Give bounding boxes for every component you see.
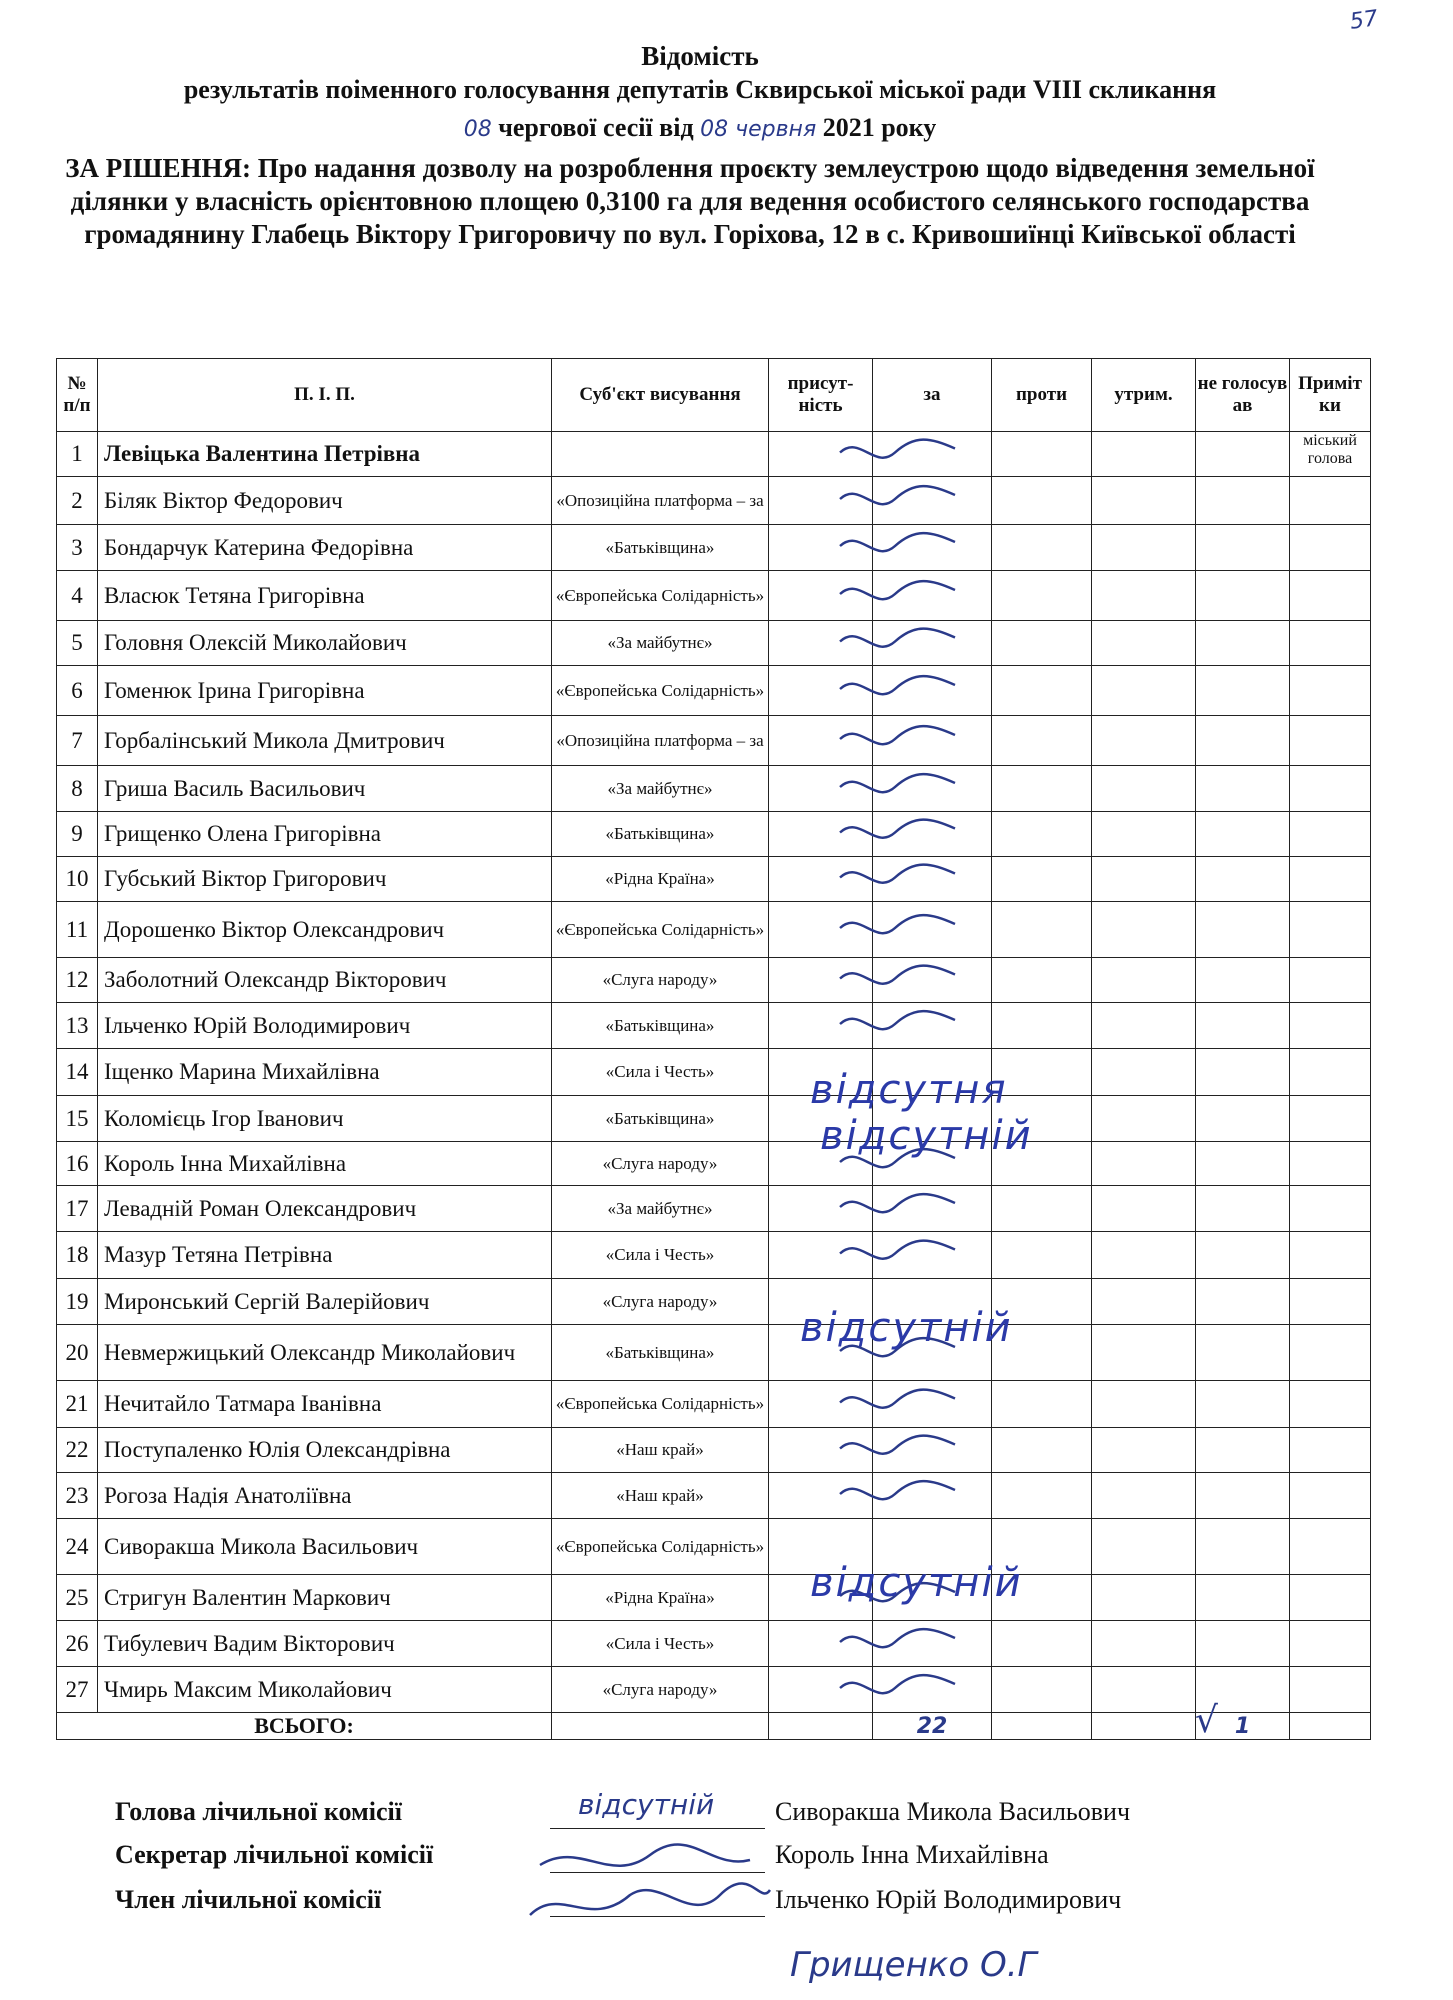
table-row bbox=[57, 1667, 1371, 1713]
row-name: Іщенко Марина Михайлівна bbox=[98, 1049, 552, 1096]
row-against bbox=[992, 766, 1092, 812]
col-num: № п/п bbox=[57, 359, 98, 432]
row-against bbox=[992, 525, 1092, 571]
table-row bbox=[57, 766, 1371, 812]
row-not-voted bbox=[1196, 1473, 1290, 1519]
secretary-member-signatures bbox=[520, 1835, 780, 1945]
secretary-name: Король Інна Михайлівна bbox=[775, 1840, 1049, 1869]
row-abstain bbox=[1092, 902, 1196, 958]
vote-signature bbox=[835, 1466, 965, 1522]
row-note bbox=[1290, 766, 1371, 812]
col-not-voted: не голосув ав bbox=[1196, 359, 1290, 432]
row-name: Грищенко Олена Григорівна bbox=[98, 812, 552, 857]
row-name: Поступаленко Юлія Олександрівна bbox=[98, 1428, 552, 1473]
table-row bbox=[57, 958, 1371, 1003]
row-abstain bbox=[1092, 1621, 1196, 1667]
row-abstain bbox=[1092, 1232, 1196, 1279]
row-abstain bbox=[1092, 857, 1196, 902]
row-abstain bbox=[1092, 1003, 1196, 1049]
table-row bbox=[57, 1473, 1371, 1519]
row-abstain bbox=[1092, 1473, 1196, 1519]
row-name: Тибулевич Вадим Вікторович bbox=[98, 1621, 552, 1667]
row-against bbox=[992, 958, 1092, 1003]
decision-text: ЗА РІШЕННЯ: Про надання дозволу на розроблення проєкту землеустрою щодо відведення земельної ділянки у власність орієнтовною площею 0,3100 га для ведення особистого селянського господарства громадянину Глабець Віктору Григоровичу по вул. Горіхова, 12 в с. Кривошиїнці Київської області bbox=[65, 153, 1315, 249]
row-not-voted bbox=[1196, 1186, 1290, 1232]
row-party bbox=[552, 432, 769, 477]
row-note bbox=[1290, 812, 1371, 857]
row-name: Головня Олексій Миколайович bbox=[98, 621, 552, 666]
absent-mark: відсутній bbox=[820, 1113, 1033, 1159]
row-abstain bbox=[1092, 666, 1196, 716]
row-note bbox=[1290, 477, 1371, 525]
row-against bbox=[992, 1428, 1092, 1473]
row-abstain bbox=[1092, 1575, 1196, 1621]
row-not-voted bbox=[1196, 621, 1290, 666]
row-party: «Слуга народу» bbox=[552, 1279, 769, 1325]
row-not-voted bbox=[1196, 812, 1290, 857]
session-line bbox=[20, 112, 1380, 146]
row-against bbox=[992, 812, 1092, 857]
row-party: «Батьківщина» bbox=[552, 525, 769, 571]
row-party: «Батьківщина» bbox=[552, 1325, 769, 1381]
row-party: «Опозиційна платформа – за bbox=[552, 477, 769, 525]
row-number: 1 bbox=[57, 432, 98, 477]
row-number: 18 bbox=[57, 1232, 98, 1279]
row-party: «Європейська Солідарність» bbox=[552, 571, 769, 621]
row-note bbox=[1290, 525, 1371, 571]
row-name: Гриша Василь Васильович bbox=[98, 766, 552, 812]
row-number: 10 bbox=[57, 857, 98, 902]
row-not-voted bbox=[1196, 1142, 1290, 1186]
table-row bbox=[57, 621, 1371, 666]
row-abstain bbox=[1092, 1428, 1196, 1473]
row-against bbox=[992, 716, 1092, 766]
table-row bbox=[57, 716, 1371, 766]
row-number: 24 bbox=[57, 1519, 98, 1575]
row-not-voted bbox=[1196, 571, 1290, 621]
checkmark-icon: √ bbox=[1195, 1700, 1218, 1741]
row-party: «Європейська Солідарність» bbox=[552, 1519, 769, 1575]
chair-label: Голова лічильної комісії bbox=[115, 1797, 402, 1826]
row-not-voted bbox=[1196, 1325, 1290, 1381]
row-party: «Сила і Честь» bbox=[552, 1049, 769, 1096]
member-label: Член лічильної комісії bbox=[115, 1885, 382, 1914]
row-name: Губський Віктор Григорович bbox=[98, 857, 552, 902]
row-name: Невмержицький Олександр Миколайович bbox=[98, 1325, 552, 1381]
row-name: Гоменюк Ірина Григорівна bbox=[98, 666, 552, 716]
row-not-voted bbox=[1196, 1096, 1290, 1142]
row-against bbox=[992, 1381, 1092, 1428]
row-abstain bbox=[1092, 621, 1196, 666]
table-row bbox=[57, 1142, 1371, 1186]
row-name: Горбалінський Микола Дмитрович bbox=[98, 716, 552, 766]
col-abstain: утрим. bbox=[1092, 359, 1196, 432]
row-against bbox=[992, 902, 1092, 958]
row-party: «Рідна Країна» bbox=[552, 857, 769, 902]
row-against bbox=[992, 666, 1092, 716]
row-abstain bbox=[1092, 1667, 1196, 1713]
row-number: 5 bbox=[57, 621, 98, 666]
row-note bbox=[1290, 1096, 1371, 1142]
row-name: Стригун Валентин Маркович bbox=[98, 1575, 552, 1621]
row-party: «За майбутнє» bbox=[552, 1186, 769, 1232]
secretary-label: Секретар лічильної комісії bbox=[115, 1840, 434, 1869]
row-name: Мазур Тетяна Петрівна bbox=[98, 1232, 552, 1279]
row-against bbox=[992, 432, 1092, 477]
row-party: «Слуга народу» bbox=[552, 958, 769, 1003]
row-against bbox=[992, 1621, 1092, 1667]
session-line-mid: чергової сесії від bbox=[498, 113, 694, 142]
vote-table bbox=[56, 358, 1371, 1740]
row-note bbox=[1290, 1519, 1371, 1575]
table-row bbox=[57, 857, 1371, 902]
row-party: «Європейська Солідарність» bbox=[552, 902, 769, 958]
row-party: «Слуга народу» bbox=[552, 1667, 769, 1713]
row-party: «Сила і Честь» bbox=[552, 1232, 769, 1279]
row-note bbox=[1290, 1186, 1371, 1232]
total-party bbox=[552, 1713, 769, 1740]
row-abstain bbox=[1092, 766, 1196, 812]
col-name: П. І. П. bbox=[98, 359, 552, 432]
row-abstain bbox=[1092, 958, 1196, 1003]
row-abstain bbox=[1092, 1325, 1196, 1381]
row-name: Бондарчук Катерина Федорівна bbox=[98, 525, 552, 571]
table-row bbox=[57, 1381, 1371, 1428]
row-note: міський голова bbox=[1290, 432, 1371, 477]
table-row bbox=[57, 1325, 1371, 1381]
row-not-voted bbox=[1196, 1575, 1290, 1621]
session-date: 08 червня bbox=[700, 117, 817, 142]
row-note bbox=[1290, 1575, 1371, 1621]
row-party: «Сила і Честь» bbox=[552, 1621, 769, 1667]
table-row bbox=[57, 812, 1371, 857]
row-not-voted bbox=[1196, 958, 1290, 1003]
row-name: Левіцька Валентина Петрівна bbox=[98, 432, 552, 477]
row-name: Ільченко Юрій Володимирович bbox=[98, 1003, 552, 1049]
row-party: «Рідна Країна» bbox=[552, 1575, 769, 1621]
table-row bbox=[57, 432, 1371, 477]
row-not-voted bbox=[1196, 1232, 1290, 1279]
row-not-voted bbox=[1196, 1519, 1290, 1575]
row-not-voted bbox=[1196, 432, 1290, 477]
row-note bbox=[1290, 902, 1371, 958]
row-abstain bbox=[1092, 477, 1196, 525]
row-note bbox=[1290, 857, 1371, 902]
row-party: «Наш край» bbox=[552, 1428, 769, 1473]
row-number: 3 bbox=[57, 525, 98, 571]
table-row bbox=[57, 1232, 1371, 1279]
total-for: 22 bbox=[873, 1713, 992, 1740]
row-against bbox=[992, 571, 1092, 621]
total-note bbox=[1290, 1713, 1371, 1740]
chair-signature: відсутній bbox=[578, 1788, 715, 1821]
row-number: 25 bbox=[57, 1575, 98, 1621]
row-name: Миронський Сергій Валерійович bbox=[98, 1279, 552, 1325]
table-row bbox=[57, 571, 1371, 621]
table-row bbox=[57, 1186, 1371, 1232]
row-number: 9 bbox=[57, 812, 98, 857]
row-party: «За майбутнє» bbox=[552, 766, 769, 812]
table-row bbox=[57, 666, 1371, 716]
row-note bbox=[1290, 1142, 1371, 1186]
row-against bbox=[992, 1186, 1092, 1232]
row-party: «Батьківщина» bbox=[552, 1096, 769, 1142]
row-name: Нечитайло Татмара Іванівна bbox=[98, 1381, 552, 1428]
row-note bbox=[1290, 1381, 1371, 1428]
document-title: Відомість bbox=[641, 41, 759, 71]
row-note bbox=[1290, 1325, 1371, 1381]
row-not-voted bbox=[1196, 1428, 1290, 1473]
row-not-voted bbox=[1196, 1003, 1290, 1049]
absent-mark: відсутня bbox=[810, 1067, 1008, 1113]
row-abstain bbox=[1092, 1381, 1196, 1428]
absent-mark: відсутній bbox=[800, 1305, 1013, 1351]
row-abstain bbox=[1092, 571, 1196, 621]
row-note bbox=[1290, 1667, 1371, 1713]
row-note bbox=[1290, 958, 1371, 1003]
row-note bbox=[1290, 666, 1371, 716]
row-number: 16 bbox=[57, 1142, 98, 1186]
row-number: 2 bbox=[57, 477, 98, 525]
row-note bbox=[1290, 1279, 1371, 1325]
row-not-voted bbox=[1196, 902, 1290, 958]
row-abstain bbox=[1092, 525, 1196, 571]
row-name: Біляк Віктор Федорович bbox=[98, 477, 552, 525]
row-number: 14 bbox=[57, 1049, 98, 1096]
total-row bbox=[57, 1713, 1371, 1740]
row-number: 4 bbox=[57, 571, 98, 621]
absent-mark: відсутній bbox=[810, 1560, 1023, 1606]
member-name: Ільченко Юрій Володимирович bbox=[775, 1885, 1122, 1914]
row-number: 12 bbox=[57, 958, 98, 1003]
row-against bbox=[992, 621, 1092, 666]
row-against bbox=[992, 857, 1092, 902]
row-not-voted bbox=[1196, 477, 1290, 525]
row-number: 22 bbox=[57, 1428, 98, 1473]
row-against bbox=[992, 1667, 1092, 1713]
table-row bbox=[57, 1096, 1371, 1142]
row-number: 11 bbox=[57, 902, 98, 958]
row-against bbox=[992, 1232, 1092, 1279]
row-party: «Опозиційна платформа – за bbox=[552, 716, 769, 766]
row-party: «Європейська Солідарність» bbox=[552, 666, 769, 716]
table-row bbox=[57, 1049, 1371, 1096]
row-party: «Слуга народу» bbox=[552, 1142, 769, 1186]
row-abstain bbox=[1092, 1186, 1196, 1232]
row-not-voted bbox=[1196, 1621, 1290, 1667]
table-row bbox=[57, 1575, 1371, 1621]
row-name: Коломієць Ігор Іванович bbox=[98, 1096, 552, 1142]
row-abstain bbox=[1092, 1142, 1196, 1186]
row-note bbox=[1290, 716, 1371, 766]
table-row bbox=[57, 1621, 1371, 1667]
table-row bbox=[57, 1003, 1371, 1049]
row-name: Чмирь Максим Миколайович bbox=[98, 1667, 552, 1713]
row-number: 26 bbox=[57, 1621, 98, 1667]
row-abstain bbox=[1092, 1096, 1196, 1142]
total-not-voted: 1 bbox=[1196, 1713, 1290, 1740]
row-name: Дорошенко Віктор Олександрович bbox=[98, 902, 552, 958]
row-number: 13 bbox=[57, 1003, 98, 1049]
row-party: «За майбутнє» bbox=[552, 621, 769, 666]
row-abstain bbox=[1092, 716, 1196, 766]
row-party: «Європейська Солідарність» bbox=[552, 1381, 769, 1428]
row-not-voted bbox=[1196, 1049, 1290, 1096]
col-against: проти bbox=[992, 359, 1092, 432]
row-number: 8 bbox=[57, 766, 98, 812]
row-name: Власюк Тетяна Григорівна bbox=[98, 571, 552, 621]
total-present bbox=[769, 1713, 873, 1740]
row-not-voted bbox=[1196, 666, 1290, 716]
row-name: Рогоза Надія Анатоліївна bbox=[98, 1473, 552, 1519]
row-number: 15 bbox=[57, 1096, 98, 1142]
row-name: Заболотний Олександр Вікторович bbox=[98, 958, 552, 1003]
row-not-voted bbox=[1196, 716, 1290, 766]
vote-signature bbox=[835, 1660, 965, 1716]
row-name: Левадній Роман Олександрович bbox=[98, 1186, 552, 1232]
row-party: «Наш край» bbox=[552, 1473, 769, 1519]
row-number: 23 bbox=[57, 1473, 98, 1519]
session-number: 08 bbox=[463, 117, 492, 142]
row-number: 21 bbox=[57, 1381, 98, 1428]
col-for: за bbox=[873, 359, 992, 432]
row-note bbox=[1290, 621, 1371, 666]
row-note bbox=[1290, 1232, 1371, 1279]
row-note bbox=[1290, 1473, 1371, 1519]
vote-signature bbox=[835, 996, 965, 1052]
row-abstain bbox=[1092, 1279, 1196, 1325]
row-number: 17 bbox=[57, 1186, 98, 1232]
row-against bbox=[992, 1003, 1092, 1049]
row-party: «Батьківщина» bbox=[552, 1003, 769, 1049]
row-not-voted bbox=[1196, 525, 1290, 571]
table-header-row bbox=[57, 359, 1371, 432]
row-abstain bbox=[1092, 432, 1196, 477]
row-number: 19 bbox=[57, 1279, 98, 1325]
table-row bbox=[57, 1428, 1371, 1473]
row-note bbox=[1290, 1428, 1371, 1473]
row-name: Король Інна Михайлівна bbox=[98, 1142, 552, 1186]
row-note bbox=[1290, 1621, 1371, 1667]
row-abstain bbox=[1092, 1519, 1196, 1575]
row-name: Сиворакша Микола Васильович bbox=[98, 1519, 552, 1575]
chair-name: Сиворакша Микола Васильович bbox=[775, 1797, 1131, 1826]
table-row bbox=[57, 477, 1371, 525]
row-not-voted bbox=[1196, 1381, 1290, 1428]
chair-sign-line bbox=[550, 1828, 765, 1829]
row-against bbox=[992, 477, 1092, 525]
total-abstain bbox=[1092, 1713, 1196, 1740]
col-party: Суб'єкт висування bbox=[552, 359, 769, 432]
row-party: «Батьківщина» bbox=[552, 812, 769, 857]
total-against bbox=[992, 1713, 1092, 1740]
row-note bbox=[1290, 571, 1371, 621]
row-number: 27 bbox=[57, 1667, 98, 1713]
table-row bbox=[57, 525, 1371, 571]
row-note bbox=[1290, 1049, 1371, 1096]
table-row bbox=[57, 902, 1371, 958]
row-abstain bbox=[1092, 812, 1196, 857]
row-note bbox=[1290, 1003, 1371, 1049]
row-number: 7 bbox=[57, 716, 98, 766]
total-label: ВСЬОГО: bbox=[57, 1713, 552, 1740]
row-number: 6 bbox=[57, 666, 98, 716]
row-not-voted bbox=[1196, 857, 1290, 902]
row-number: 20 bbox=[57, 1325, 98, 1381]
document-subtitle: результатів поіменного голосування депутатів Сквирської міської ради VIII скликання bbox=[183, 75, 1217, 104]
table-row bbox=[57, 1519, 1371, 1575]
session-line-end: 2021 року bbox=[822, 113, 937, 142]
extra-signature: Грищенко О.Г bbox=[790, 1945, 1037, 1985]
table-row bbox=[57, 1279, 1371, 1325]
row-against bbox=[992, 1473, 1092, 1519]
col-present: присут-ність bbox=[769, 359, 873, 432]
row-not-voted bbox=[1196, 766, 1290, 812]
col-note: Приміт ки bbox=[1290, 359, 1371, 432]
page-number: 57 bbox=[1348, 6, 1380, 35]
row-not-voted bbox=[1196, 1279, 1290, 1325]
row-abstain bbox=[1092, 1049, 1196, 1096]
vote-signature bbox=[835, 1225, 965, 1282]
